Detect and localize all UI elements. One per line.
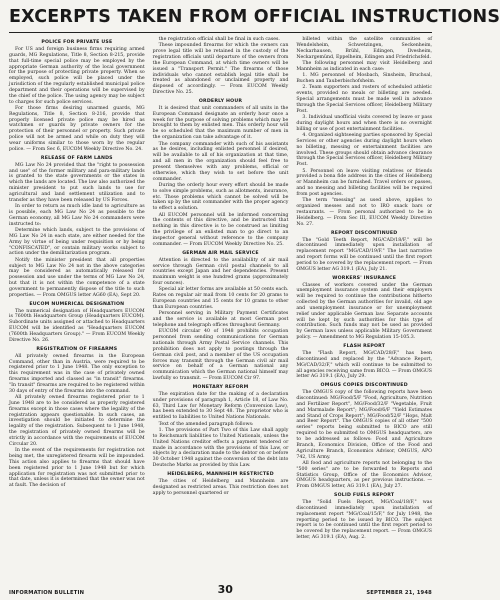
section-heading: EUCOM NUMERICAL DESIGNATION [29, 301, 125, 307]
page-title: EXCERPTS TAKEN FROM OFFICIAL INSTRUCTIONS [9, 7, 500, 27]
body-paragraph: The cities of Heidelberg and Mannheim are designated as restricted areas. This restriction does not apply to personnel quartered or [152, 478, 289, 496]
body-paragraph: 2. Team supporters and rosters of scheduled athletic events, provided no meals or billeting are needed. Special arrangements must be made well in advance through the Special Services officer, Heidelberg Military Post. [296, 85, 433, 114]
publication-name: INFORMATION BULLETIN [9, 590, 85, 596]
text-columns [9, 37, 432, 567]
body-paragraph: Classes of workers covered under the German unemployment insurance system and their employers will be required to continue the contributions hitherto collected by the German authorities for invalid, old age and unemployment insurance or for unemployment relief under applicable German law. Separate accounts will be kept by such authorities for this type of contribution. Such funds may not be used as provided by German laws unless applicable Military Government policy. — Amendment to MG Regulation 15-105.3. [296, 282, 433, 341]
body-paragraph: 1. The provisions of Part Two of this Law shall apply to Reichsmark liabilities to United Nationals, unless the United Nations creditor effects a payment tendered or made in accordance with the provisions of this Law, or objects by a declaration made to the debtor on or before 30 October 1948 against the conversion of the debt into Deutsche Marks as provided by this Law. [152, 427, 289, 469]
body-paragraph: MG Law No 24 provided that the "right to possession and use" of the former military and para-military lands is granted to the state governments or the states in which the lands are located. The law also authorized the minister president to put such lands to use for agricultural and land settlement utilization and to transfer as they have been released by US Forces. [9, 162, 145, 203]
section-heading: WORKERS' INSURANCE [332, 275, 397, 281]
body-paragraph: All food and agriculture reports not belonging to the "500 series" are to be forwarded to Reports and Statistics Group, Office of the Economics Advisor, OMGUS headquarters, as per previous instructions. — From OMGUS letter, AG 319.1 (EA), July 27. [296, 460, 433, 490]
body-paragraph: The expiration date for the making of a declaration under provisions of paragraph 1, Article 18, of Law No. 63, Third Law for Monetary Reform (Conversion Law), has been extended to 30 Sept 48. The proprietor who is entitled to liabilities to United Nations Nationals. [152, 391, 289, 421]
section-heading: RELEASE OF FARM LANDS [40, 155, 113, 161]
page-number: 30 [217, 583, 233, 596]
section-heading: HEIDELBERG, MANNHEIM RESTRICTED [167, 471, 274, 477]
body-paragraph: 5. Personnel on leave visiting relatives or friends provided a bona fide address in the cities of Heidelberg or Mannheim can be furnished. Travel orders or passes, and no messing and billeting facilities will be required from post agencies. [296, 168, 433, 197]
body-paragraph: Attention is directed to the availability of air mail service through German civil postal channels to all countries except Japan and her dependencies. Present maximum weight is one hundred grams (approximately four ounces). [152, 257, 289, 287]
body-paragraph: For US and foreign business firms requiring armed guards, MG Regulations, Title 8, Section 8-215, provide that full-time special police may be employed by the appropriate German authority of the local government for the purpose of protecting private property. When so employed, such police will be placed under the jurisdiction of the regularly established municipal police department and their operations will be supervised by the chief of the police. The using agency may be subject to charges for such police services. [9, 47, 145, 105]
section-heading: REPORT DISCONTINUED [330, 230, 398, 236]
section-heading: POLICE FOR PRIVATE USE [41, 40, 113, 45]
body-paragraph: Text of the amended paragraph follows: [158, 421, 254, 427]
section-heading: FLASH REPORT [343, 344, 386, 349]
body-paragraph: The following personnel may visit Heidelberg and Mannheim as indicated in each case: [296, 60, 433, 72]
section-heading: OMGUS COPIES DISCONTINUED [320, 383, 408, 389]
column-left [9, 37, 145, 567]
page-footer [9, 583, 432, 596]
body-paragraph: The company commander with such of his assistants as he desires, including enlisted personnel if desired, will be available to all of his organization at that time, and all men in the organization should feel free to present themselves with any problems, official or otherwise, which they wish to set before the unit commander. [152, 141, 289, 182]
body-paragraph: It is desired that unit commanders of all units in the European Command designate an orderly hour once a week for the purpose of solving problems which may be brought to them by enlisted men. This orderly hour will be so scheduled that the maximum number of men in the organization can take advantage of it. [152, 105, 289, 141]
body-paragraph: These impounded firearms for which the owners can prove legal title will be retained in the custody of the registration officials until departure of the owners from the European Command, at which time owners will be issued a "Transport Permit." The firearms of those individuals who cannot establish legal title shall be treated as abandoned or unclaimed property and disposed of accordingly. — From EUCOM Weekly Directive No. 25. [152, 43, 289, 96]
body-paragraph: 3. Individual unofficial visits covered by leave or pass during daylight hours and when there is no overnight billing or use of post entertainment facilities. [296, 114, 433, 132]
body-paragraph: The term "messing" as used above, applies to organized messes and not to IRO snack bars or restaurants. — From personal authorized to be in Heidelberg. — From Sec III, EUCOM Weekly Directive No. 27. [296, 198, 433, 227]
issue-date: SEPTEMBER 21, 1948 [366, 590, 432, 596]
body-paragraph: All privately owned firearms in the European Command, other than in Austria, were required to be registered prior to 1 June 1948. The only exception to this requirement was in the case of privately owned firearms imported and classed as "in transit" firearms. "In transit" firearms are required to be registered within 30 days of entry of the firearms into the command. [9, 353, 145, 394]
column-right [296, 37, 432, 567]
body-paragraph: The OMGUS copy of the following reports have been discontinued: MG/Food/5/F "Food, Agriculture, Nutrition and Fertilizer Report", MG/Food/32/F "Vegetable, Fruit and Marmalade Report"; MG/Food/6/F "Yield Estimates and Stand of Crops Report"; MG/Food/52/F "Hops, Malt and Beer Report". The OMGUS copies of all other "500 series" reports being submitted to BICO are still required to be submitted to OMGUS headquarters, are to be addressed as follows: Food and Agriculture Branch, Economics Division, Office of the Food and Agriculture Branch, Economics Advisor, OMGUS, APO 742, US Army. [296, 390, 433, 460]
body-paragraph: Personnel serving in Military Payment Certificates and the service is available at most German post telephone and telegraph offices throughout Germany. [152, 311, 289, 328]
body-paragraph: 1. MG personnel of Mosbach, Sinsheim, Bruchsal, Buchen and Tauberbischofsheim. [296, 73, 433, 84]
section-heading: SOLID FUELS REPORT [334, 493, 395, 499]
body-paragraph: Notify the minister president that all properties subject to MG Law No 24 not in the above categories may be considered as automatically released for possession and use under the terms of MG Law No 24, but that it is not within the competence of a state government to permanently dispose of the title to such properties. — From OMGUS letter AG60 (EA), Sept 20. [9, 257, 145, 298]
body-paragraph: The numerical designation of Headquarters EUCOM is 7600th Headquarters Group (Headquarters EUCOM). Subordinate units assigned or attached to Headquarters EUCOM will be identified as "Headquarters EUCOM (7600th Headquarters Group)." — From EUCOM Weekly Directive No. 26. [9, 308, 145, 343]
body-paragraph: The "Solid Fuels Report, MG/Coal/18/F," was discontinued immediately upon installation of replacement report "MG/Coal/15/F," for July 1948, the reporting period to be issued by BICO. The subject report is to be continued until the first report period to be covered by the replacement report. — From OMGUS letter, AG 319.1 (EA), Aug. 2. [296, 500, 433, 541]
body-paragraph: EUCOM circular 40 of 1948 prohibits occupation personnel from sending communications for German nationals through Army Postal Service channels. This prohibition does not apply to postings through the German civil post, and a member of the US occupation forces may transmit through the German civil air mail service on behalf of a German national any communication which the German national himself may lawfully so transmit. — From EUCOM Cir 97. [152, 329, 289, 382]
body-paragraph: The "Flash Report, MG/CAD/28/F," has been discontinued and replaced by the "Advance Report, MG/CAD/32/F," which will continue to be submitted to all agencies receiving same from BICO. — From OMGUS letter AG 319.1 (EA), July 29. [296, 351, 433, 380]
body-paragraph: In the event of the requirements for registration not being met, the unregistered firearm will be impounded. This action also applies to firearms that should have been registered prior to 1 June 1948 but for which application for registration was not submitted prior to that date, unless it is determined that the owner was not at fault. The decision of [9, 448, 145, 489]
section-heading: MONETARY REFORM [192, 384, 249, 390]
body-paragraph: The "Gold Teeth Report, MG/CAD/18/F," will be discontinued immediately upon installation of replacement report "MG/CAD/19/F." The last narrative and report forms will be continued until the first report period to be covered by the replacement report. — From OMGUS letter AG 319.1 (EA), July 21. [296, 237, 433, 272]
body-paragraph: billeted within the satellite communities of Wendelsheim, Schwetzingen, Seckenheim, Neckarhausen, Brühl, Edingen, Ilvesheim, Neckargemünd, Eppelheim, Edingen and Friedrichsfeld. [296, 37, 433, 60]
title-rule [9, 32, 432, 33]
body-paragraph: the registration official shall be final in such cases. [158, 37, 280, 42]
body-paragraph: All privately owned firearms registered prior to 1 June 1948 are to be considered as properly registered firearms except in those cases where the legality of the registration appears questionable. In such cases, an investigation should be initiated to determine the legality of the registration. Subsequent to 1 June 1948, the registration of privately owned firearms will be strictly in accordance with the requirements of EUCOM Circular 20. [9, 395, 145, 447]
section-heading: GERMAN AIR MAIL SERVICE [182, 250, 259, 256]
body-paragraph: Special air letter forms are available at 50 cents each. Rates on regular air mail from 10 cents for 20 grams to European countries and 15 cents for 10 grams to other than European countries. [152, 287, 289, 310]
body-paragraph: In order to return as much idle land to agriculture as is possible, each MG Law No 24 as possible to the German economy, all MG Law No 24 commanders were instructed to: [9, 204, 145, 227]
body-paragraph: During the orderly hour every effort should be made to solve simple problems, such as allotments, insurance, etc. Those problems which cannot be solved will be taken up by the unit commander with the proper agency to effect a solution. [152, 182, 289, 212]
column-middle [153, 37, 289, 567]
section-heading: REGISTRATION OF FIREARMS [36, 346, 118, 352]
body-paragraph: For those firms desiring unarmed guards, MG Regulations, Title 8, Section 8-216, provide that properly licensed private police may be hired as watchmen or guards by private owners for the protection of their personnel or property. Such private police will not be armed and while on duty they will wear uniforms similar to those worn by the regular police. — From Sec 6, EUCOM Weekly Directive No. 24. [9, 105, 145, 152]
body-paragraph: All EUCOM personnel will be informed concerning the contents of this directive, and be instructed that nothing in this directive is to be construed as limiting the privilege of an enlisted man to go direct to an inspector general without reference to the company commander. — From EUCOM Weekly Directive No. 25. [152, 212, 289, 247]
section-heading: ORDERLY HOUR [198, 98, 243, 104]
body-paragraph: Determine which lands, subject to the provisions of MG Law No 24 in each state, are either needed for the Army by virtue of being under requisition or by being "CONFISCATED", or contain military works subject to action under the demilitarization program. [9, 227, 145, 257]
body-paragraph: 4. Organized sightseeing parties sponsored by Special Services or other agencies during daylight hours when no billeting, messing or entertainment facilities are involved. These groups should obtain advance clearance through the Special Services officer, Heidelberg Military Post. [296, 133, 433, 168]
